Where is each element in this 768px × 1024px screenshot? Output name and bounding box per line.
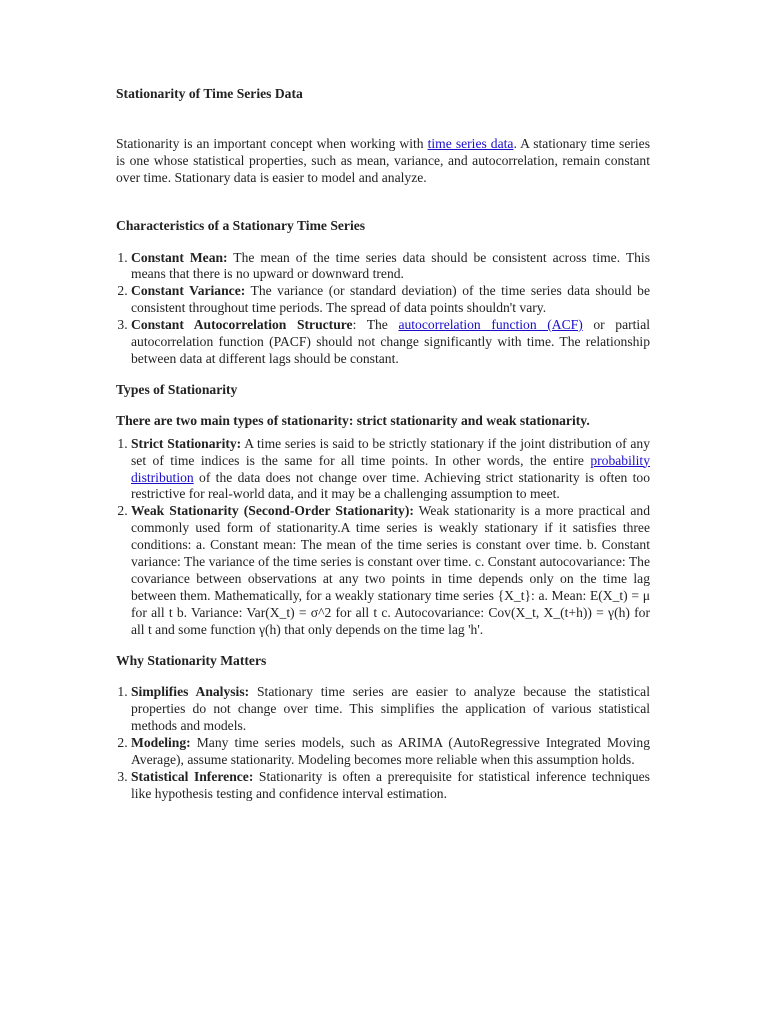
desc-strict-before: A time series is said to be strictly stationary if the joint distribution of any set of time indices is the same for all time points. In other words, the entire [131,435,651,468]
list-item-statistical-inference [131,769,650,803]
list-item-weak-stationarity [131,503,650,638]
term-constant-variance: Constant Variance: [131,283,246,299]
document-title: Stationarity of Time Series Data [116,86,303,101]
time-series-data-link[interactable]: time series data [427,135,514,151]
term-statistical-inference: Statistical Inference: [131,769,254,784]
term-constant-autocorrelation: Constant Autocorrelation Structure [131,317,353,333]
list-item-strict-stationarity [131,436,650,504]
desc-statistical-inference: Stationarity is often a prerequisite for statistical inference techniques like hypothesis testing and confidence interval estimation. [131,769,650,801]
intro-paragraph [116,136,650,187]
term-constant-mean: Constant Mean: [131,249,228,265]
list-item-constant-mean [131,250,650,284]
types-heading: Types of Stationarity [116,381,238,397]
desc-weak-stationarity: Weak stationarity is a more practical and commonly used form of stationarity.A time series is weakly stationary if it satisfies three conditions: a. Constant mean: The mean of the time series is constant over time. b. Constant variance: The variance of the time series is constant over time. c. Constant autocovariance: The covariance between observations at any two points in time depends only on the time lag between them. Mathematically, for a weakly stationary time series {X_t}: a. Mean: E(X_t) = μ for all t b. Variance: Var(X_t) = σ^2 for all t c. Autocovariance: Cov(X_t, X_(t+h)) = γ(h) for all t and some function γ(h) that only depends on the time lag 'h'. [131,503,650,637]
desc-constant-mean: The mean of the time series data should be consistent across time. This means that there is no upward or downward trend. [131,249,650,282]
term-modeling: Modeling: [131,735,191,751]
desc-strict-after: of the data does not change over time. Achieving strict stationarity is often too restrictive for real-world data, and it may be a challenging assumption to meet. [131,469,650,502]
term-weak-stationarity: Weak Stationarity (Second-Order Stationarity): [131,503,414,519]
characteristics-list [116,250,650,368]
why-list [116,684,650,802]
document-body [116,86,650,803]
desc-constant-variance: The variance (or standard deviation) of the time series data should be consistent throughout time periods. The spread of data points shouldn't vary. [131,283,651,316]
desc-simplifies-analysis: Stationary time series are easier to analyze because the statistical properties do not change over time. This simplifies the application of various statistical methods and models. [131,684,650,734]
term-simplifies-analysis: Simplifies Analysis: [131,684,250,700]
characteristics-heading: Characteristics of a Stationary Time Series [116,217,366,233]
types-intro: There are two main types of stationarity: strict stationarity and weak stationarity. [116,412,590,428]
list-item-constant-autocorrelation [131,317,650,368]
intro-text-before: Stationarity is an important concept when working with [116,135,428,151]
intro-text-after: . A stationary time series is one whose statistical properties, such as mean, variance, and autocorrelation, remain constant over time. Stationary data is easier to model and analyze. [116,135,651,185]
why-heading: Why Stationarity Matters [116,652,267,668]
list-item-modeling [131,735,650,769]
types-list [116,436,650,639]
desc-autocorrelation-before: : The [352,317,399,333]
desc-modeling: Many time series models, such as ARIMA (AutoRegressive Integrated Moving Average), assume stationarity. Modeling becomes more reliable when this assumption holds. [131,735,650,768]
term-strict-stationarity: Strict Stationarity: [131,435,242,451]
probability-distribution-link[interactable]: probability distribution [131,452,650,485]
list-item-constant-variance [131,283,650,317]
desc-autocorrelation-after: or partial autocorrelation function (PACF) should not change significantly with time. The relationship between data at different lags should be constant. [131,317,650,366]
acf-link[interactable]: autocorrelation function (ACF) [398,317,583,333]
list-item-simplifies-analysis [131,684,650,735]
